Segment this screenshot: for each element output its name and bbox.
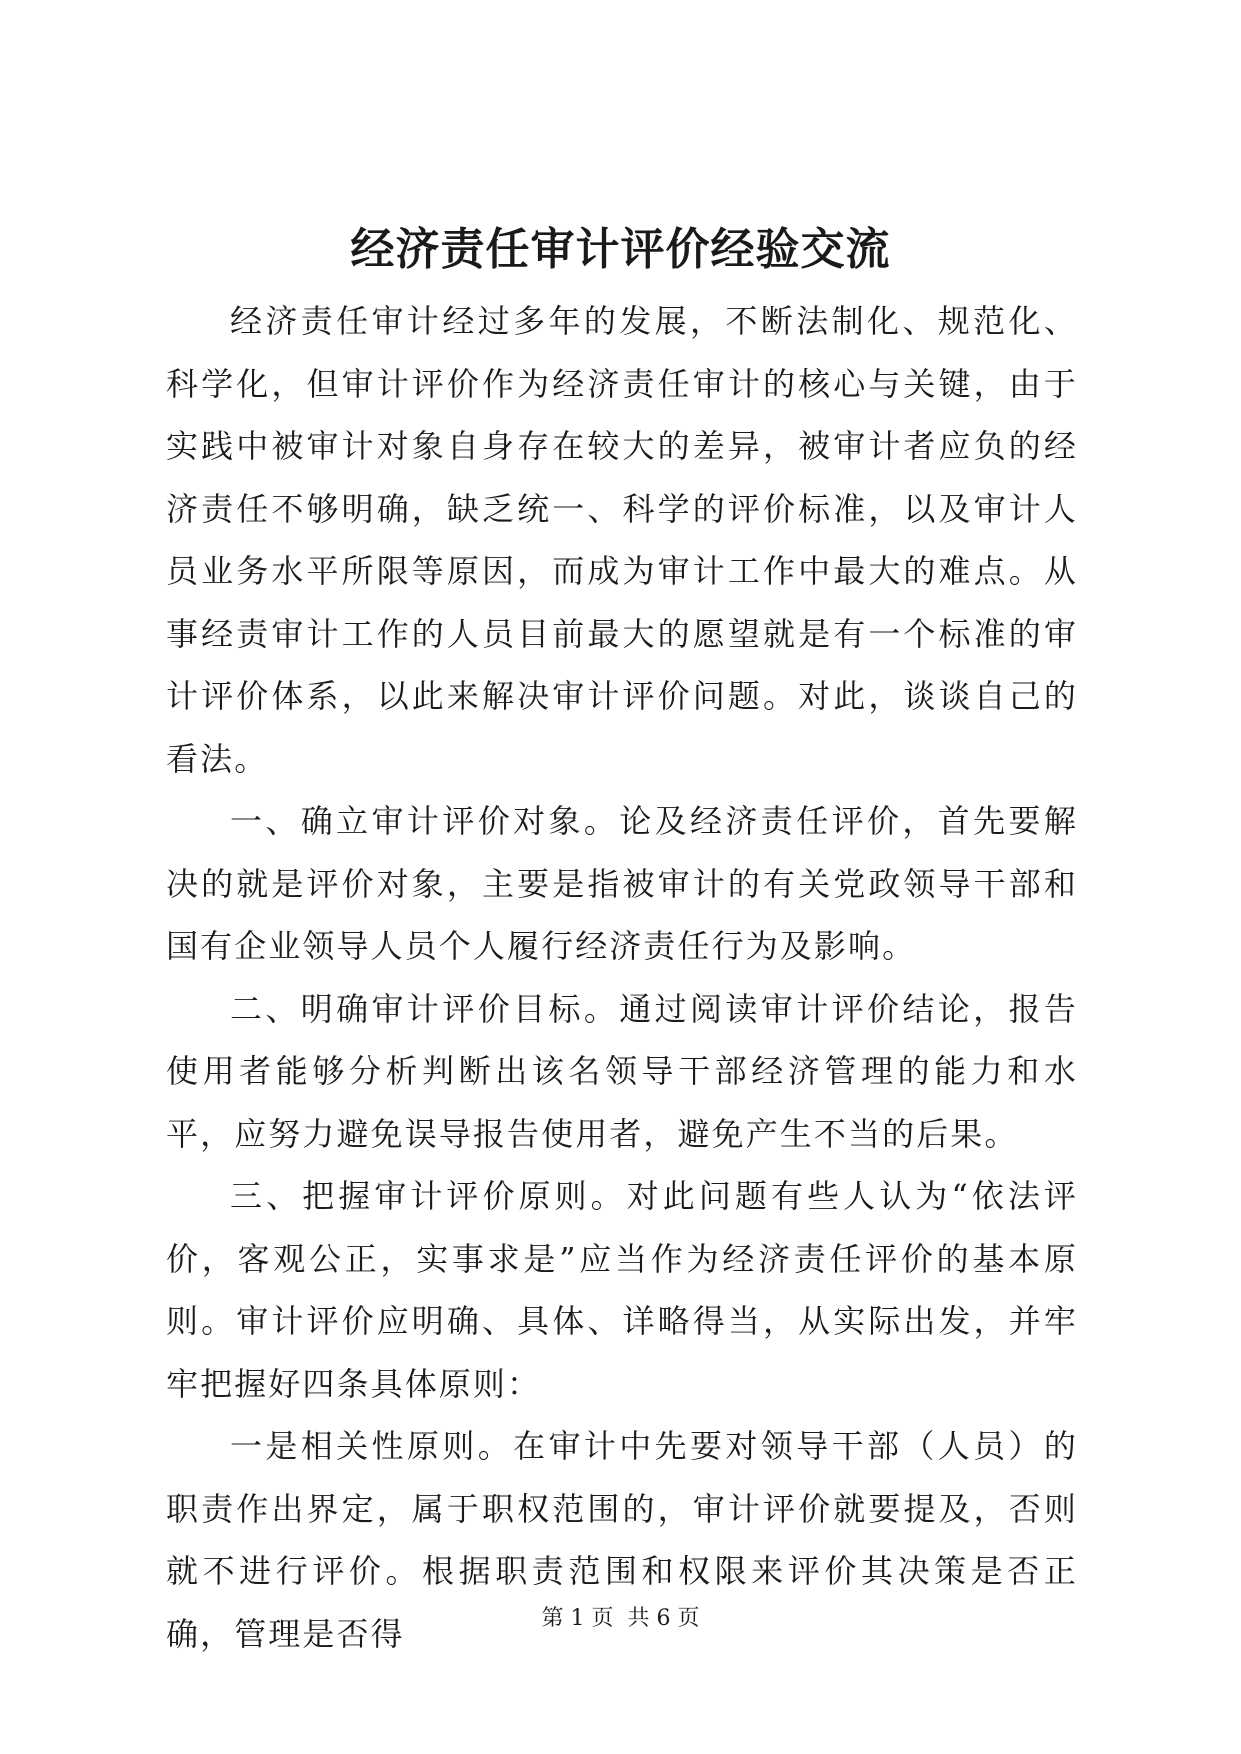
paragraph-principle-1: 一是相关性原则。在审计中先要对领导干部（人员）的职责作出界定，属于职权范围的，审计评价就要提及，否则就不进行评价。根据职责范围和权限来评价其决策是否正确，管理是否得 bbox=[166, 1427, 1078, 1653]
paragraph-section-3: 三、把握审计评价原则。对此问题有些人认为“依法评价，客观公正，实事求是”应当作为经济责任评价的基本原则。审计评价应明确、具体、详略得当，从实际出发，并牢牢把握好四条具体原则： bbox=[166, 1177, 1078, 1403]
paragraph-section-1: 一、确立审计评价对象。论及经济责任评价，首先要解决的就是评价对象，主要是指被审计的有关党政领导干部和国有企业领导人员个人履行经济责任行为及影响。 bbox=[166, 802, 1078, 965]
paragraph-section-2: 二、明确审计评价目标。通过阅读审计评价结论，报告使用者能够分析判断出该名领导干部经济管理的能力和水平，应努力避免误导报告使用者，避免产生不当的后果。 bbox=[166, 989, 1078, 1153]
document-body bbox=[166, 290, 1078, 1665]
paragraph-intro: 经济责任审计经过多年的发展，不断法制化、规范化、科学化，但审计评价作为经济责任审计的核心与关键，由于实践中被审计对象自身存在较大的差异，被审计者应负的经济责任不够明确，缺乏统一、科学的评价标准，以及审计人员业务水平所限等原因，而成为审计工作中最大的难点。从事经责审计工作的人员目前最大的愿望就是有一个标准的审计评价体系，以此来解决审计评价问题。对此，谈谈自己的看法。 bbox=[166, 302, 1078, 778]
page-number: 第 1 页 共 6 页 bbox=[541, 1606, 700, 1631]
page-footer bbox=[0, 1605, 1241, 1633]
document-title: 经济责任审计评价经验交流 bbox=[350, 224, 891, 275]
